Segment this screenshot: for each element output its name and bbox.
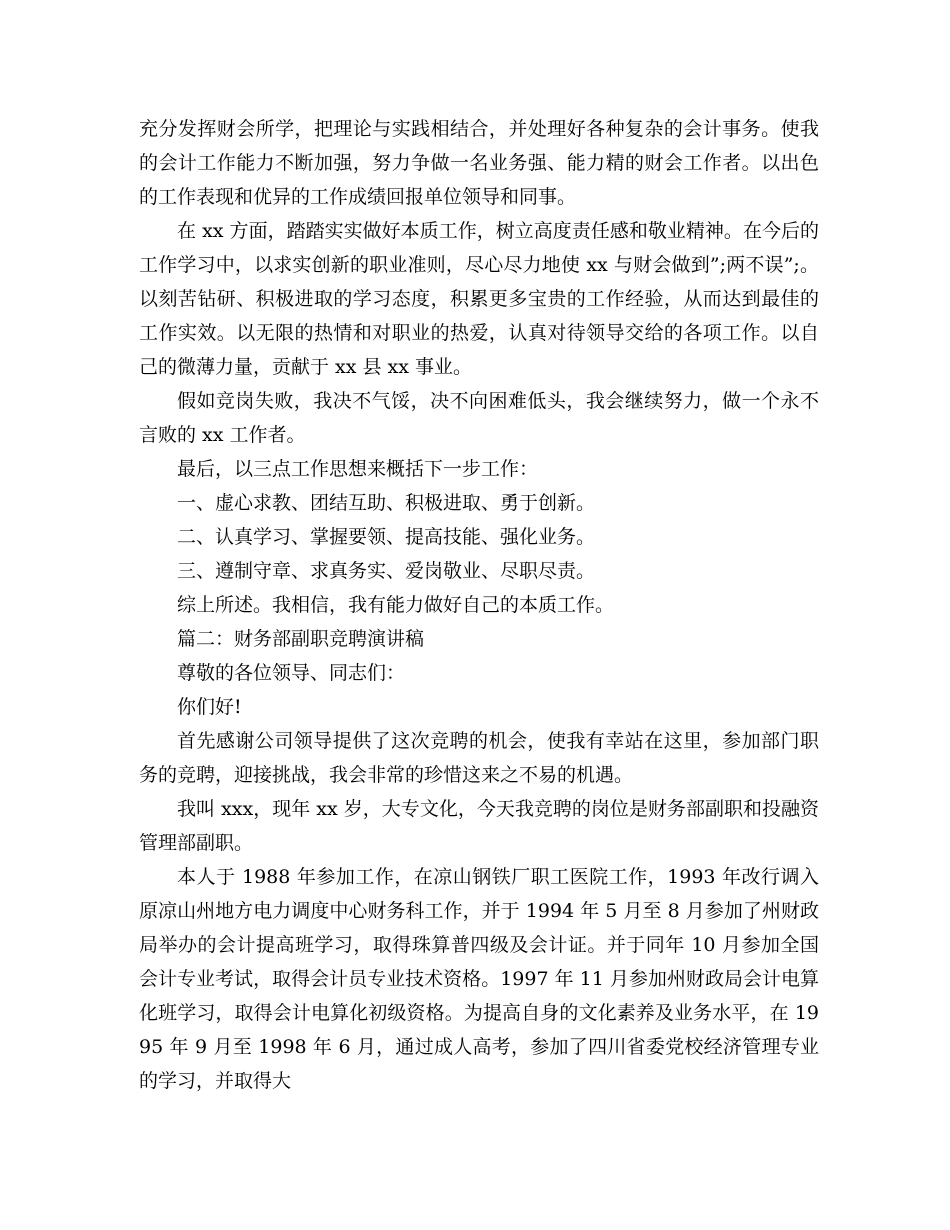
document-body [139,112,819,1098]
greeting: 你们好! [177,696,242,718]
section-heading: 篇二：财务部副职竞聘演讲稿 [177,628,425,650]
list-item: 一、虚心求教、团结互助、积极进取、勇于创新。 [177,492,596,514]
paragraph: 综上所述。我相信，我有能力做好自己的本质工作。 [177,594,615,616]
paragraph: 本人于 1988 年参加工作，在凉山钢铁厂职工医院工作，1993 年改行调入原凉山州地方电力调度中心财务科工作，并于 1994 年 5 月至 8 月参加了州财政局举办的会计提高班学习，取得珠算普四级及会计证。并于同年 10 月参加全国会计专业考试，取得会计员专业技术资格。1997 年 11 月参加州财政局会计电算化班学习，取得会计电算化初级资格。为提高自身的文化素养及业务水平，在 1995 年 9 月至 1998 年 6 月，通过成人高考，参加了四川省委党校经济管理专业的学习，并取得大 [139,866,819,1092]
paragraph: 最后，以三点工作思想来概括下一步工作： [177,458,539,480]
paragraph: 我叫 xxx，现年 xx 岁，大专文化，今天我竞聘的岗位是财务部副职和投融资管理部副职。 [139,798,819,854]
list-item: 三、遵制守章、求真务实、爱岗敬业、尽职尽责。 [177,560,596,582]
paragraph: 首先感谢公司领导提供了这次竞聘的机会，使我有幸站在这里，参加部门职务的竞聘，迎接挑战，我会非常的珍惜这来之不易的机遇。 [139,730,819,786]
paragraph: 充分发挥财会所学，把理论与实践相结合，并处理好各种复杂的会计事务。使我的会计工作能力不断加强，努力争做一名业务强、能力精的财会工作者。以出色的工作表现和优异的工作成绩回报单位领导和同事。 [139,118,819,208]
list-item: 二、认真学习、掌握要领、提高技能、强化业务。 [177,526,596,548]
paragraph: 假如竞岗失败，我决不气馁，决不向困难低头，我会继续努力，做一个永不言败的 xx 工作者。 [139,390,819,446]
paragraph: 在 xx 方面，踏踏实实做好本质工作，树立高度责任感和敬业精神。在今后的工作学习中，以求实创新的职业准则，尽心尽力地使 xx 与财会做到”;两不误”;。以刻苦钻研、积极进取的学习态度，积累更多宝贵的工作经验，从而达到最佳的工作实效。以无限的热情和对职业的热爱，认真对待领导交给的各项工作。以自己的微薄力量，贡献于 xx 县 xx 事业。 [139,220,819,378]
salutation: 尊敬的各位领导、同志们： [177,662,406,684]
